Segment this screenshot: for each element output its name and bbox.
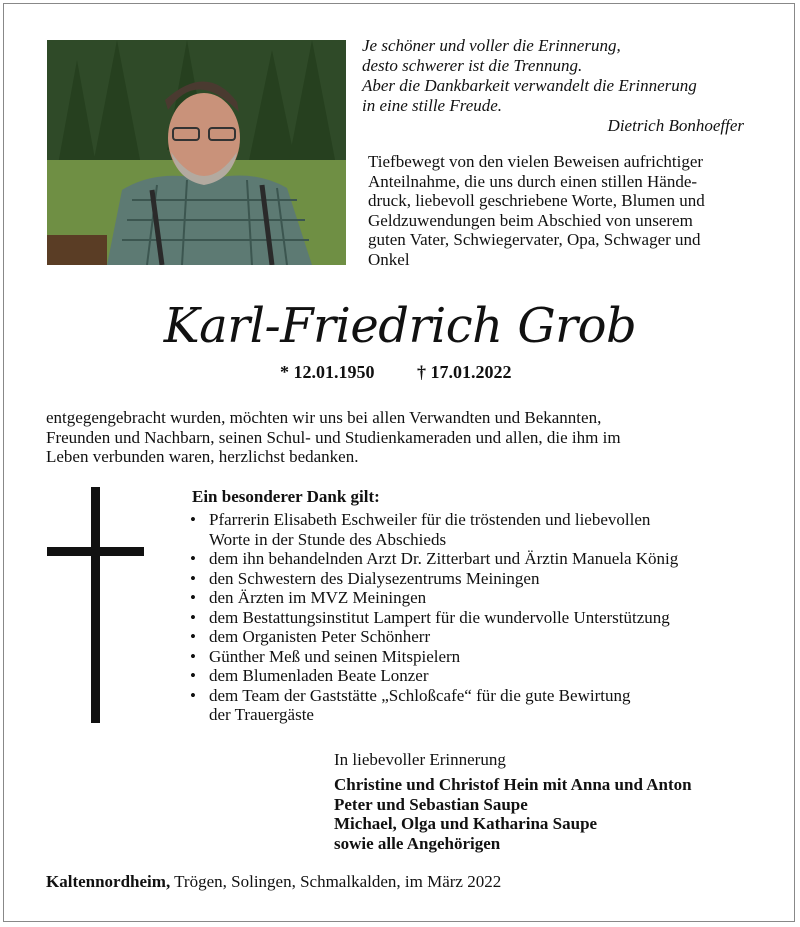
- paragraph-line: Freunden und Nachbarn, seinen Schul- und Studienkameraden und allen, die ihm im: [46, 427, 621, 447]
- intro-line: Anteilnahme, die uns durch einen stillen Hände-: [368, 171, 698, 191]
- list-item: [190, 686, 770, 725]
- portrait-photo: [47, 40, 346, 265]
- list-item-text: dem Blumenladen Beate Lonzer: [209, 666, 429, 685]
- thanks-heading: Ein besonderer Dank gilt:: [192, 487, 380, 506]
- place-date-line: [46, 872, 501, 892]
- list-item-text: dem Bestattungsinstitut Lampert für die wundervolle Unterstützung: [209, 607, 670, 627]
- intro-line: druck, liebevoll geschriebene Worte, Blumen und: [368, 191, 705, 210]
- bullet-icon: •: [190, 627, 196, 646]
- place-name: Kaltennordheim,: [46, 872, 171, 891]
- list-item-text: dem ihn behandelnden Arzt Dr. Zitterbart und Ärztin Manuela König: [209, 549, 679, 568]
- bullet-icon: •: [190, 666, 196, 685]
- signer-line: Christine und Christof Hein mit Anna und Anton: [334, 775, 692, 794]
- memory-line: In liebevoller Erinnerung: [334, 750, 506, 769]
- signer-line: Michael, Olga und Katharina Saupe: [334, 814, 598, 833]
- bullet-icon: •: [190, 588, 196, 607]
- list-item: [190, 627, 770, 647]
- list-item-text: dem Organisten Peter Schönherr: [209, 627, 431, 646]
- paragraph-line: entgegengebracht wurden, möchten wir uns bei allen Verwandten und Bekannten,: [46, 408, 602, 427]
- intro-line: Geldzuwendungen beim Abschied von unserem: [368, 210, 693, 230]
- death-date: † 17.01.2022: [417, 362, 512, 382]
- thanks-paragraph: [46, 408, 766, 467]
- list-item-text: Pfarrerin Elisabeth Eschweiler für die tröstenden und liebevollen: [209, 510, 651, 529]
- life-dates: [280, 362, 512, 383]
- signer-line: sowie alle Angehörigen: [334, 833, 501, 853]
- list-item-text: Worte in der Stunde des Abschieds: [209, 529, 447, 549]
- list-item: [190, 666, 770, 686]
- quote-line: desto schwerer ist die Trennung.: [362, 56, 583, 75]
- bullet-icon: •: [190, 607, 196, 627]
- signer-line: Peter und Sebastian Saupe: [334, 794, 528, 814]
- list-item: [190, 510, 770, 549]
- signers: [334, 775, 692, 853]
- deceased-name: Karl-Friedrich Grob: [163, 298, 637, 354]
- list-item-text: dem Team der Gaststätte „Schloßcafe“ für die gute Bewirtung: [209, 685, 631, 705]
- bullet-icon: •: [190, 549, 196, 568]
- quote-author: Dietrich Bonhoeffer: [607, 116, 744, 135]
- list-item-text: den Schwestern des Dialysezentrums Meiningen: [209, 568, 540, 588]
- bullet-icon: •: [190, 685, 196, 705]
- list-item: [190, 588, 770, 608]
- intro-line: Onkel: [368, 249, 410, 269]
- quote-line: Je schöner und voller die Erinnerung,: [362, 36, 621, 55]
- list-item: [190, 608, 770, 628]
- list-item: [190, 569, 770, 589]
- list-item: [190, 549, 770, 569]
- bullet-icon: •: [190, 568, 196, 588]
- quote-line: in eine stille Freude.: [362, 96, 503, 115]
- paragraph-line: Leben verbunden waren, herzlichst bedanken.: [46, 447, 359, 466]
- intro-text: [368, 152, 763, 269]
- birth-date: * 12.01.1950: [280, 362, 375, 382]
- intro-line: guten Vater, Schwiegervater, Opa, Schwager und: [368, 230, 701, 249]
- list-item-text: den Ärzten im MVZ Meiningen: [209, 588, 427, 607]
- thanks-list: [190, 510, 770, 725]
- intro-line: Tiefbewegt von den vielen Beweisen aufrichtiger: [368, 152, 704, 171]
- places-and-date: Trögen, Solingen, Schmalkalden, im März 2022: [170, 872, 502, 891]
- bonhoeffer-quote: [362, 36, 762, 136]
- quote-line: Aber die Dankbarkeit verwandelt die Erinnerung: [362, 76, 697, 95]
- list-item-text: der Trauergäste: [209, 705, 314, 724]
- bullet-icon: •: [190, 646, 196, 666]
- list-item-text: Günther Meß und seinen Mitspielern: [209, 646, 461, 666]
- cross-icon: [46, 487, 146, 732]
- list-item: [190, 647, 770, 667]
- bullet-icon: •: [190, 510, 196, 529]
